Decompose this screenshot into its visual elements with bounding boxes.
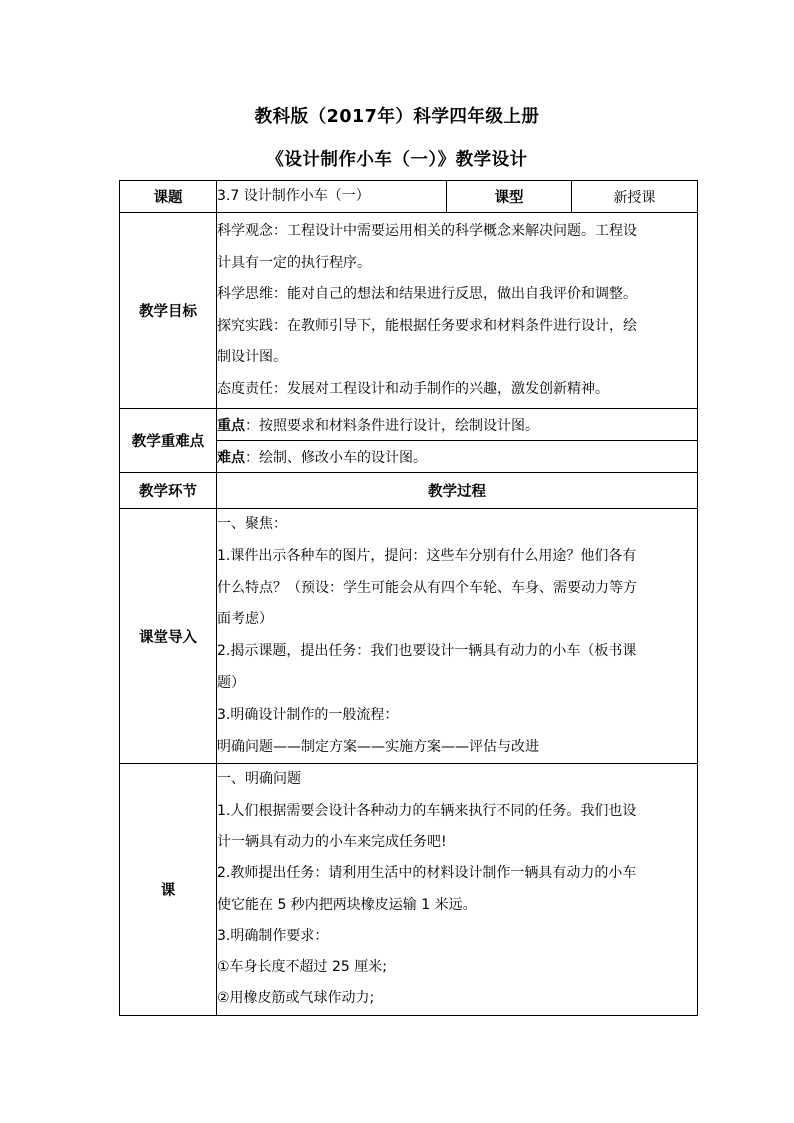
goal-line: 态度责任：发展对工程设计和动手制作的兴趣，激发创新精神。 <box>217 380 609 397</box>
intro-label: 课堂导入 <box>120 509 217 764</box>
intro-line: 明确问题——制定方案——实施方案——评估与改进 <box>217 738 539 755</box>
lesson-row <box>120 764 698 1015</box>
intro-line: 什么特点？（预设：学生可能会从有四个车轮、车身、需要动力等方 <box>217 579 637 596</box>
lesson-content <box>217 764 698 1015</box>
type-value: 新授课 <box>572 181 698 213</box>
document-subtitle: 《设计制作小车（一）》教学设计 <box>266 150 528 170</box>
goal-line: 探究实践：在教师引导下，能根据任务要求和材料条件进行设计，绘 <box>217 317 637 334</box>
topic-value: 3.7 设计制作小车（一） <box>217 181 447 213</box>
lesson-line: 1.人们根据需要会设计各种动力的车辆来执行不同的任务。我们也设 <box>217 802 637 819</box>
intro-line: 题） <box>217 674 245 691</box>
goals-label: 教学目标 <box>120 213 217 409</box>
stage-header: 教学环节 <box>120 473 217 509</box>
goal-line: 计具有一定的执行程序。 <box>217 254 371 271</box>
lesson-label: 课 <box>120 764 217 1015</box>
difficulty-text: ：绘制、修改小车的设计图。 <box>245 449 427 466</box>
intro-line: 面考虑） <box>217 611 273 628</box>
focus-text: ：按照要求和材料条件进行设计，绘制设计图。 <box>245 417 539 434</box>
lesson-plan-table <box>119 180 698 1016</box>
intro-line: 2.揭示课题，提出任务：我们也要设计一辆具有动力的小车（板书课 <box>217 643 637 660</box>
intro-content <box>217 509 698 764</box>
lesson-line: ②用橡皮筋或气球作动力; <box>217 990 375 1007</box>
goal-item <box>217 279 697 311</box>
process-header-row <box>120 473 698 509</box>
goal-line: 科学观念：工程设计中需要运用相关的科学概念来解决问题。工程设 <box>217 223 637 239</box>
goal-line: 制设计图。 <box>217 349 287 365</box>
goal-item <box>217 311 697 374</box>
focus-row <box>120 409 698 441</box>
lesson-line: 3.明确制作要求： <box>217 927 329 944</box>
lesson-line: 2.教师提出任务：请利用生活中的材料设计制作一辆具有动力的小车 <box>217 865 637 882</box>
lesson-line: 一、明确问题 <box>217 771 301 788</box>
intro-line: 3.明确设计制作的一般流程： <box>217 706 399 723</box>
process-header: 教学过程 <box>217 473 698 509</box>
intro-line: 1.课件出示各种车的图片，提问：这些车分别有什么用途？他们各有 <box>217 547 637 564</box>
goals-row <box>120 213 698 409</box>
info-row <box>120 181 698 213</box>
key-points-label: 教学重难点 <box>120 409 217 473</box>
goals-content <box>217 213 698 409</box>
goal-item <box>217 374 697 406</box>
lesson-line: 使它能在 5 秒内把两块橡皮运输 1 米远。 <box>217 896 477 913</box>
type-label: 课型 <box>447 181 572 213</box>
lesson-line: ①车身长度不超过 25 厘米; <box>217 959 387 976</box>
intro-row <box>120 509 698 764</box>
difficulty-cell <box>217 441 698 473</box>
intro-line: 一、聚焦： <box>217 516 287 532</box>
goal-line: 科学思维：能对自己的想法和结果进行反思，做出自我评价和调整。 <box>217 286 637 302</box>
focus-cell <box>217 409 698 441</box>
topic-label: 课题 <box>120 181 217 213</box>
document-title: 教科版（2017年）科学四年级上册 <box>254 107 540 127</box>
difficulty-label: 难点 <box>217 449 245 466</box>
focus-label: 重点 <box>217 417 245 434</box>
lesson-line: 计一辆具有动力的小车来完成任务吧! <box>217 833 447 850</box>
goal-item <box>217 216 697 279</box>
